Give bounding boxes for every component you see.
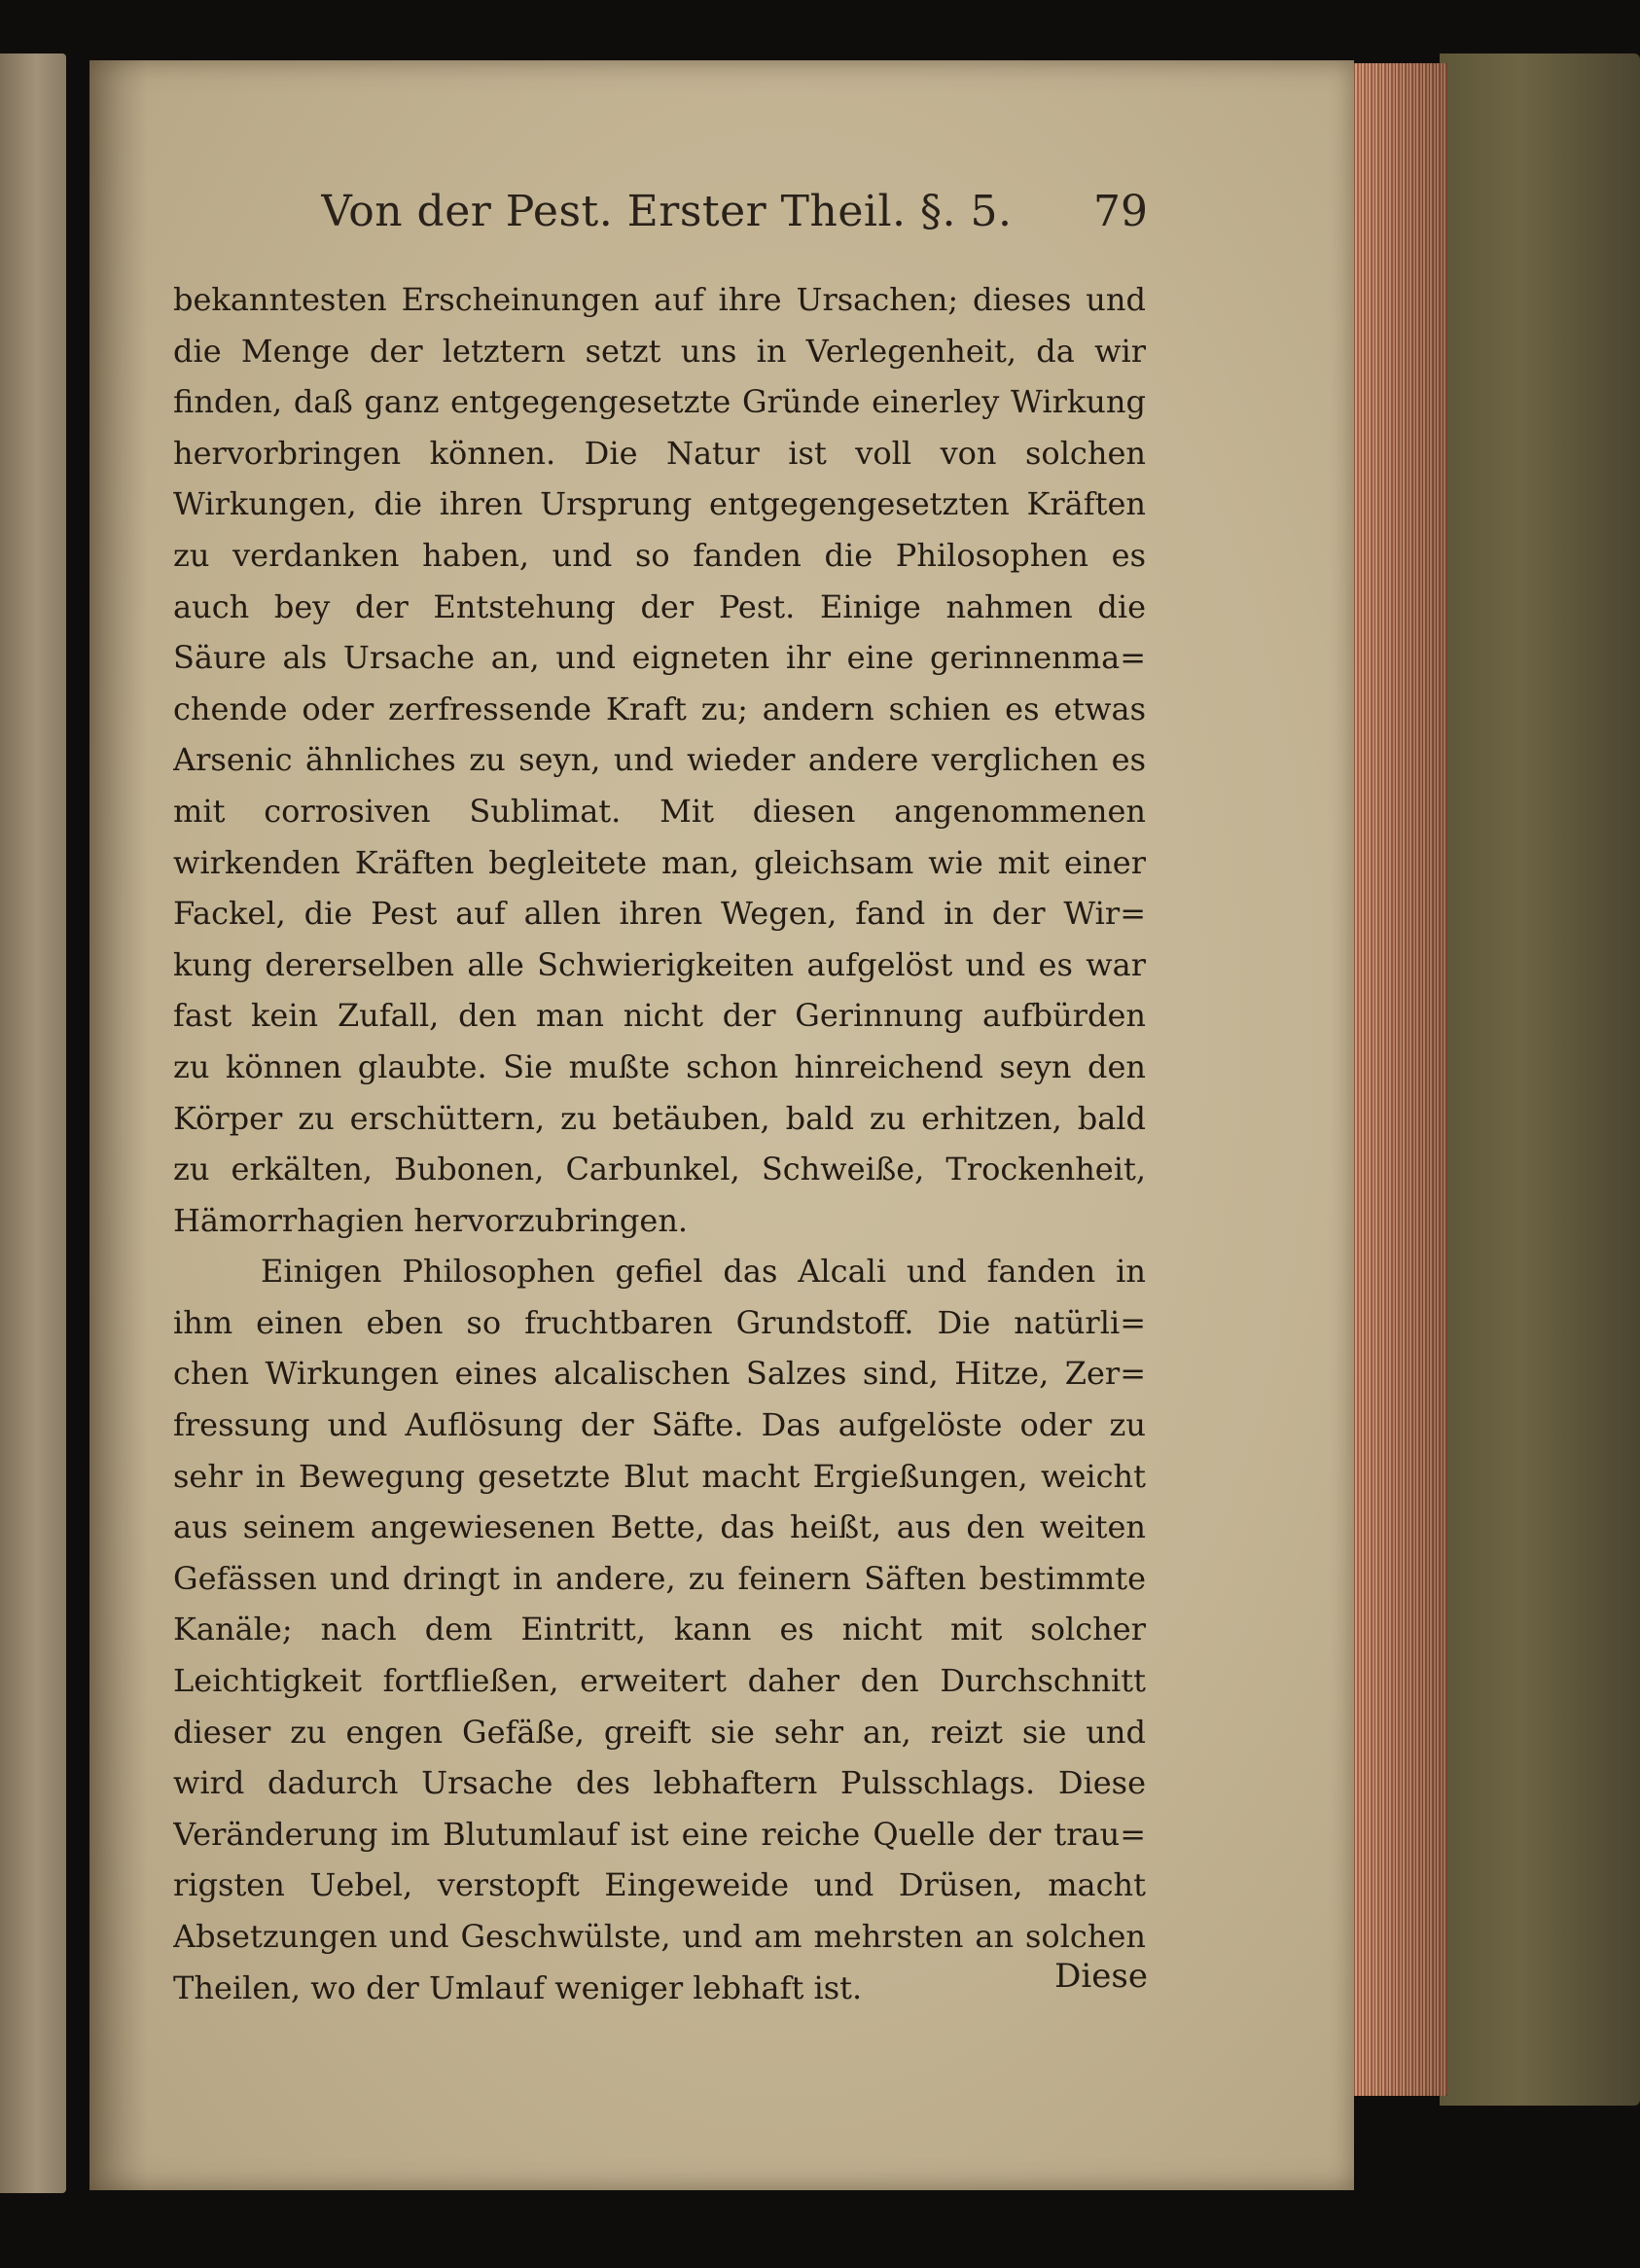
text-line: hervorbringen können. Die Natur ist voll von solchen: [173, 434, 1146, 472]
paragraph-end-line: Theilen, wo der Umlauf weniger lebhaft ist.: [173, 1968, 863, 2006]
text-line: Säure als Ursache an, und eigneten ihr eine gerinnenma=: [173, 639, 1146, 677]
body-text: [173, 274, 1146, 2025]
text-line: Kanäle; nach dem Eintritt, kann es nicht mit solcher: [173, 1611, 1146, 1648]
catchword: Diese: [1054, 1957, 1148, 1996]
text-line: aus seinem angewiesenen Bette, das heißt, aus den weiten: [173, 1508, 1146, 1546]
paragraph-end-line: Hämorrhagien hervorzubringen.: [173, 1201, 689, 1239]
text-line: Leichtigkeit fortfließen, erweitert daher den Durchschnitt: [173, 1662, 1146, 1700]
book-cover: [1440, 53, 1640, 2106]
text-line: zu erkälten, Bubonen, Carbunkel, Schweiße, Trockenheit,: [173, 1151, 1146, 1188]
text-line: bekanntesten Erscheinungen auf ihre Ursachen; dieses und: [173, 281, 1146, 318]
text-line: zu können glaubte. Sie mußte schon hinreichend seyn den: [173, 1047, 1146, 1085]
text-line: ihm einen eben so fruchtbaren Grundstoff. Die natürli=: [173, 1303, 1146, 1341]
text-line: chende oder zerfressende Kraft zu; andern schien es etwas: [173, 690, 1146, 727]
text-line: kung dererselben alle Schwierigkeiten aufgelöst und es war: [173, 945, 1146, 983]
text-line: rigsten Uebel, verstopft Eingeweide und Drüsen, macht: [173, 1866, 1146, 1904]
page-number: 79: [1093, 187, 1148, 236]
text-line: Veränderung im Blutumlauf ist eine reiche Quelle der trau=: [173, 1815, 1146, 1853]
text-line: Arsenic ähnliches zu seyn, und wieder andere verglichen es: [173, 741, 1146, 779]
running-head: [321, 187, 1148, 245]
text-line: wird dadurch Ursache des lebhaftern Pulsschlags. Diese: [173, 1764, 1146, 1802]
fore-edge-shade: [1350, 63, 1447, 2096]
running-head-title: Von der Pest. Erster Theil. §. 5.: [321, 187, 1013, 236]
text-line: fressung und Auflösung der Säfte. Das aufgelöste oder zu: [173, 1406, 1146, 1444]
previous-page-edge: [0, 53, 66, 2193]
text-line: finden, daß ganz entgegengesetzte Gründe einerley Wirkung: [173, 383, 1146, 421]
text-line: zu verdanken haben, und so fanden die Philosophen es: [173, 536, 1146, 574]
paragraph-start-line: Einigen Philosophen gefiel das Alcali und fanden in: [261, 1253, 1146, 1291]
text-line: Absetzungen und Geschwülste, und am mehrsten an solchen: [173, 1918, 1146, 1955]
text-line: Körper zu erschüttern, zu betäuben, bald zu erhitzen, bald: [173, 1099, 1146, 1137]
text-line: die Menge der letztern setzt uns in Verlegenheit, da wir: [173, 332, 1146, 370]
text-line: sehr in Bewegung gesetzte Blut macht Ergießungen, weicht: [173, 1457, 1146, 1495]
text-line: Gefässen und dringt in andere, zu feinern Säften bestimmte: [173, 1559, 1146, 1597]
text-line: chen Wirkungen eines alcalischen Salzes sind, Hitze, Zer=: [173, 1355, 1146, 1393]
gutter-shadow: [89, 60, 148, 2190]
text-line: Wirkungen, die ihren Ursprung entgegengesetzten Kräften: [173, 485, 1146, 523]
text-line: auch bey der Entstehung der Pest. Einige nahmen die: [173, 587, 1146, 625]
text-line: Fackel, die Pest auf allen ihren Wegen, fand in der Wir=: [173, 895, 1146, 933]
text-line: mit corrosiven Sublimat. Mit diesen angenommenen: [173, 792, 1146, 830]
text-line: wirkenden Kräften begleitete man, gleichsam wie mit einer: [173, 843, 1146, 881]
text-line: dieser zu engen Gefäße, greift sie sehr an, reizt sie und: [173, 1713, 1146, 1751]
text-line: fast kein Zufall, den man nicht der Gerinnung aufbürden: [173, 997, 1146, 1035]
